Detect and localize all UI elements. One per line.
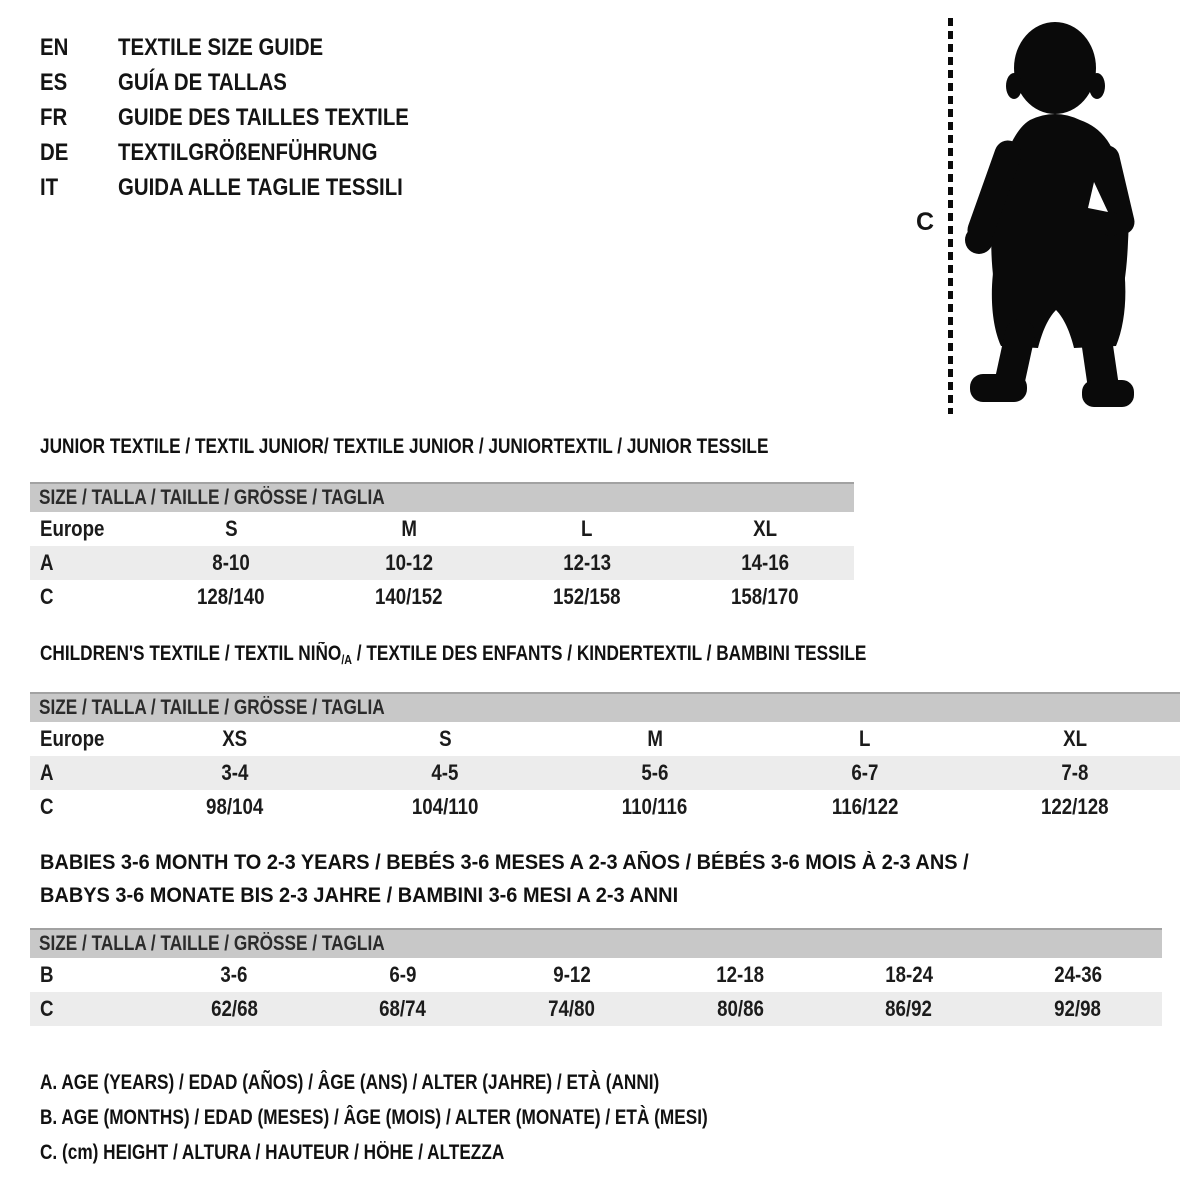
cell-value: 24-36: [1053, 962, 1102, 987]
cell-value: 140/152: [375, 584, 443, 609]
column-size-header: XL: [1063, 726, 1087, 751]
language-row: [40, 103, 460, 133]
cell-value: 10-12: [385, 550, 433, 575]
size-table-babies: [30, 928, 1162, 1026]
section-title-junior: JUNIOR TEXTILE / TEXTIL JUNIOR/ TEXTILE JUNIOR / JUNIORTEXTIL / JUNIOR TESSILE: [40, 435, 769, 458]
cell-value: 6-9: [389, 962, 417, 987]
section-title-babies-line2: BABYS 3-6 MONATE BIS 2-3 JAHRE / BAMBINI 3-6 MESI A 2-3 ANNI: [40, 884, 679, 907]
row-label: Europe: [40, 516, 105, 541]
table-row: [30, 790, 1180, 824]
column-size-header: L: [581, 516, 593, 541]
table-row: [30, 722, 1180, 756]
language-row: [40, 138, 423, 168]
cell-value: 7-8: [1061, 760, 1089, 785]
language-code: FR: [40, 104, 68, 131]
language-code: EN: [40, 34, 69, 61]
measure-label-c: C: [916, 208, 935, 236]
table-header-bar: SIZE / TALLA / TAILLE / GRÖSSE / TAGLIA: [30, 692, 1180, 722]
cell-value: 18-24: [885, 962, 933, 987]
table-header-bar: SIZE / TALLA / TAILLE / GRÖSSE / TAGLIA: [30, 482, 854, 512]
cell-value: 116/122: [831, 794, 899, 819]
column-size-header: M: [401, 516, 417, 541]
legend-line-b: B. AGE (MONTHS) / EDAD (MESES) / ÂGE (MOIS) / ALTER (MONATE) / ETÀ (MESI): [40, 1106, 708, 1129]
table-row: [30, 992, 1162, 1026]
language-code: IT: [40, 174, 59, 201]
row-label: A: [40, 550, 54, 575]
table-header-bar: SIZE / TALLA / TAILLE / GRÖSSE / TAGLIA: [30, 928, 1162, 958]
row-label: C: [40, 584, 54, 609]
row-label: C: [40, 996, 54, 1021]
silhouette-left-leg: [1010, 334, 1020, 380]
silhouette-left-foot: [970, 374, 1027, 402]
table-row: [30, 546, 854, 580]
language-row: [40, 68, 317, 98]
cell-value: 8-10: [212, 550, 250, 575]
size-table-children: [30, 692, 1180, 824]
language-title: GUÍA DE TALLAS: [118, 69, 287, 96]
column-size-header: XL: [753, 516, 777, 541]
cell-value: 9-12: [552, 962, 591, 987]
cell-value: 122/128: [1041, 794, 1109, 819]
language-title: TEXTILGRÖßENFÜHRUNG: [118, 139, 378, 166]
column-size-header: S: [438, 726, 452, 751]
section-title-babies-line1: BABIES 3-6 MONTH TO 2-3 YEARS / BEBÉS 3-6 MESES A 2-3 AÑOS / BÉBÉS 3-6 MOIS À 2-3 ANS /: [40, 851, 969, 874]
section-title-children: CHILDREN'S TEXTILE / TEXTIL NIÑO/A / TEXTILE DES ENFANTS / KINDERTEXTIL / BAMBINI TESSILE: [40, 642, 867, 667]
silhouette-head: [1014, 22, 1096, 114]
cell-value: 3-4: [221, 760, 249, 785]
row-label: A: [40, 760, 54, 785]
language-title: TEXTILE SIZE GUIDE: [118, 34, 324, 61]
row-label: B: [40, 962, 54, 987]
legend-line-c: C. (cm) HEIGHT / ALTURA / HAUTEUR / HÖHE / ALTEZZA: [40, 1141, 505, 1164]
cell-value: 110/116: [622, 794, 688, 819]
column-size-header: XS: [222, 726, 248, 751]
child-silhouette-icon: [958, 16, 1138, 416]
size-table-junior: [30, 482, 854, 614]
table-row: [30, 580, 854, 614]
column-size-header: L: [859, 726, 871, 751]
cell-value: 12-13: [563, 550, 611, 575]
legend-line-a: A. AGE (YEARS) / EDAD (AÑOS) / ÂGE (ANS) / ALTER (JAHRE) / ETÀ (ANNI): [40, 1071, 660, 1094]
column-size-header: S: [224, 516, 238, 541]
cell-value: 80/86: [716, 996, 764, 1021]
cell-value: 5-6: [641, 760, 669, 785]
cell-value: 74/80: [548, 996, 596, 1021]
cell-value: 128/140: [197, 584, 265, 609]
silhouette-left-ear: [1006, 73, 1022, 99]
language-row: [40, 173, 453, 203]
language-title: GUIDA ALLE TAGLIE TESSILI: [118, 174, 403, 201]
cell-value: 92/98: [1054, 996, 1102, 1021]
cell-value: 3-6: [220, 962, 248, 987]
row-label: Europe: [40, 726, 105, 751]
language-title: GUIDE DES TAILLES TEXTILE: [118, 104, 409, 131]
silhouette-right-ear: [1089, 73, 1105, 99]
cell-value: 68/74: [379, 996, 427, 1021]
cell-value: 62/68: [210, 996, 258, 1021]
table-row: [30, 512, 854, 546]
silhouette-right-foot: [1082, 380, 1134, 407]
language-row: [40, 33, 359, 63]
cell-value: 152/158: [553, 584, 621, 609]
language-code: ES: [40, 69, 68, 96]
silhouette-left-hand: [965, 226, 993, 254]
table-row: [30, 958, 1162, 992]
cell-value: 12-18: [716, 962, 765, 987]
row-label: C: [40, 794, 54, 819]
language-code: DE: [40, 139, 69, 166]
silhouette-right-hand: [1099, 212, 1123, 236]
column-size-header: M: [647, 726, 663, 751]
cell-value: 4-5: [431, 760, 459, 785]
cell-value: 6-7: [851, 760, 879, 785]
cell-value: 98/104: [206, 794, 264, 819]
cell-value: 158/170: [731, 584, 799, 609]
title-subscript: /A: [341, 652, 352, 667]
cell-value: 104/110: [411, 794, 479, 819]
cell-value: 14-16: [741, 550, 789, 575]
height-measure-dashed-line: [948, 18, 953, 414]
silhouette-right-leg: [1096, 336, 1103, 384]
cell-value: 86/92: [885, 996, 933, 1021]
table-row: [30, 756, 1180, 790]
